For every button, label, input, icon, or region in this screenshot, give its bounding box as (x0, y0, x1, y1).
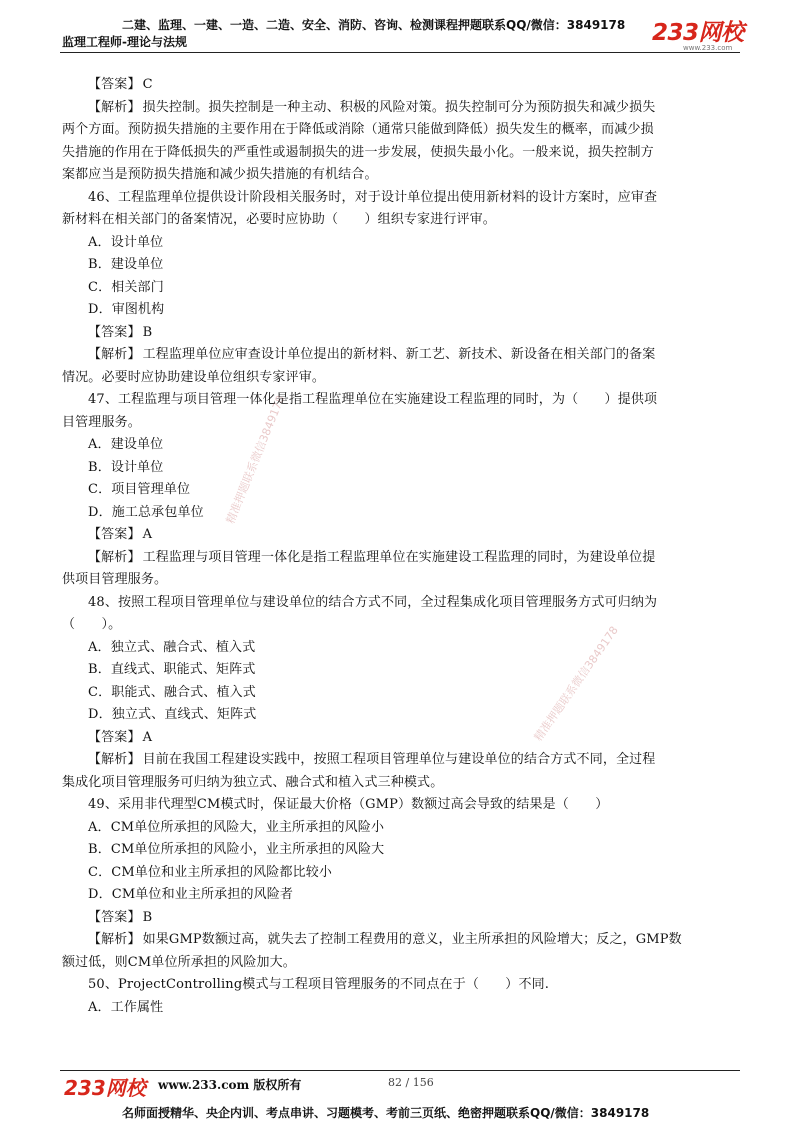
analysis-tag: 【解析】 (88, 932, 141, 947)
answer-line (62, 907, 740, 930)
analysis-text: 工程监理与项目管理一体化是指工程监理单位在实施建设工程监理的同时，为建设单位提 (142, 549, 656, 565)
analysis-line: 集成化项目管理服务可归纳为独立式、融合式和植入式三种模式。 (62, 774, 444, 790)
footer-promo: 名师面授精华、央企内训、考点串讲、习题模考、考前三页纸、绝密押题联系QQ/微信：3849178 (122, 1106, 650, 1120)
analysis-line (62, 929, 740, 952)
answer-tag: 【答案】 (88, 729, 141, 745)
answer-tag: 【答案】 (88, 527, 141, 542)
option-a: A．CM单位所承担的风险大，业主所承担的风险小 (88, 819, 385, 835)
analysis-line: 情况。必要时应协助建设单位组织专家评审。 (62, 369, 326, 385)
analysis-line: 额过低，则CM单位所承担的风险加大。 (62, 954, 296, 970)
answer-tag: 【答案】 (88, 77, 141, 92)
analysis-text: 目前在我国工程建设实践中，按照工程项目管理单位与建设单位的结合方式不同，全过程 (142, 752, 656, 767)
analysis-line: 失措施的作用在于降低损失的严重性或遏制损失的进一步发展，使损失最小化。一般来说，损失控制方 (62, 144, 654, 160)
analysis-line: 两个方面。预防损失措施的主要作用在于降低或消除（通常只能做到降低）损失发生的概率，而减少损 (62, 122, 654, 137)
question-stem: 目管理服务。 (62, 414, 141, 430)
header-promo: 二建、监理、一建、一造、二造、安全、消防、咨询、检测课程押题联系QQ/微信：3849178 (122, 18, 626, 32)
brand-logo: 233网校 (652, 20, 744, 46)
analysis-line (62, 344, 740, 367)
analysis-text: 损失控制。损失控制是一种主动、积极的风险对策。损失控制可分为预防损失和减少损失 (142, 99, 656, 115)
option-d: D．独立式、直线式、矩阵式 (88, 707, 257, 722)
option-c: C．项目管理单位 (88, 482, 191, 497)
option-b: B．CM单位所承担的风险小，业主所承担的风险大 (88, 842, 385, 857)
footer-divider (60, 1070, 740, 1071)
option-c: C．职能式、融合式、植入式 (88, 684, 256, 700)
watermark: 精准押题联系微信3849178 (531, 623, 621, 744)
option-a: A．建设单位 (88, 437, 164, 452)
option-d: D．施工总承包单位 (88, 504, 204, 520)
option-c: C．CM单位和业主所承担的风险都比较小 (88, 864, 333, 880)
answer-line (62, 524, 740, 547)
answer-line (62, 322, 740, 345)
analysis-text: 如果GMP数额过高，就失去了控制工程费用的意义，业主所承担的风险增大；反之，GMP数 (142, 932, 682, 947)
answer-value: B (142, 909, 153, 925)
analysis-text: 工程监理单位应审查设计单位提出的新材料、新工艺、新技术、新设备在相关部门的备案 (142, 347, 656, 362)
answer-line (62, 727, 740, 750)
analysis-line: 案都应当是预防损失措施和减少损失措施的有机结合。 (62, 167, 378, 182)
option-c: C．相关部门 (88, 279, 164, 295)
header-divider (60, 52, 740, 53)
answer-line (62, 74, 740, 97)
analysis-line: 供项目管理服务。 (62, 572, 168, 587)
question-stem: 46、工程监理单位提供设计阶段相关服务时，对于设计单位提出使用新材料的设计方案时，应审查 (88, 189, 658, 205)
analysis-tag: 【解析】 (88, 347, 141, 362)
analysis-line (62, 547, 740, 570)
option-a: A．工作属性 (88, 999, 164, 1015)
brand-logo-url: www.233.com (683, 44, 733, 52)
option-b: B．直线式、职能式、矩阵式 (88, 662, 256, 677)
analysis-tag: 【解析】 (88, 549, 141, 565)
option-d: D．审图机构 (88, 302, 165, 317)
answer-value: C (142, 77, 153, 92)
document-body (62, 74, 740, 1019)
analysis-tag: 【解析】 (88, 752, 141, 767)
analysis-line (62, 97, 740, 120)
option-a: A．独立式、融合式、植入式 (88, 639, 256, 655)
answer-value: B (142, 324, 153, 340)
answer-tag: 【答案】 (88, 909, 141, 925)
question-stem: 新材料在相关部门的备案情况，必要时应协助（ ）组织专家进行评审。 (62, 212, 496, 227)
question-stem: 48、按照工程项目管理单位与建设单位的结合方式不同，全过程集成化项目管理服务方式可归纳为 (88, 594, 658, 610)
answer-tag: 【答案】 (88, 324, 141, 340)
analysis-tag: 【解析】 (88, 99, 141, 115)
option-a: A．设计单位 (88, 234, 164, 250)
question-stem: 50、ProjectControlling模式与工程项目管理服务的不同点在于（ ）不同. (88, 977, 550, 992)
page-number: 82 / 156 (388, 1076, 434, 1089)
option-b: B．设计单位 (88, 459, 164, 475)
answer-value: A (142, 527, 153, 542)
watermark: 精准押题联系微信3849178 (223, 393, 288, 526)
question-stem: 49、采用非代理型CM模式时，保证最大价格（GMP）数额过高会导致的结果是（ ） (88, 797, 609, 812)
footer-copyright: www.233.com 版权所有 (158, 1078, 302, 1092)
analysis-line (62, 749, 740, 772)
header-subtitle: 监理工程师-理论与法规 (62, 35, 187, 49)
question-stem: 47、工程监理与项目管理一体化是指工程监理单位在实施建设工程监理的同时，为（ ）提供项 (88, 392, 658, 407)
option-d: D．CM单位和业主所承担的风险者 (88, 887, 294, 902)
footer-logo: 233网校 (64, 1076, 146, 1100)
answer-value: A (142, 729, 153, 745)
question-stem: （ ）。 (62, 617, 122, 632)
option-b: B．建设单位 (88, 257, 164, 272)
